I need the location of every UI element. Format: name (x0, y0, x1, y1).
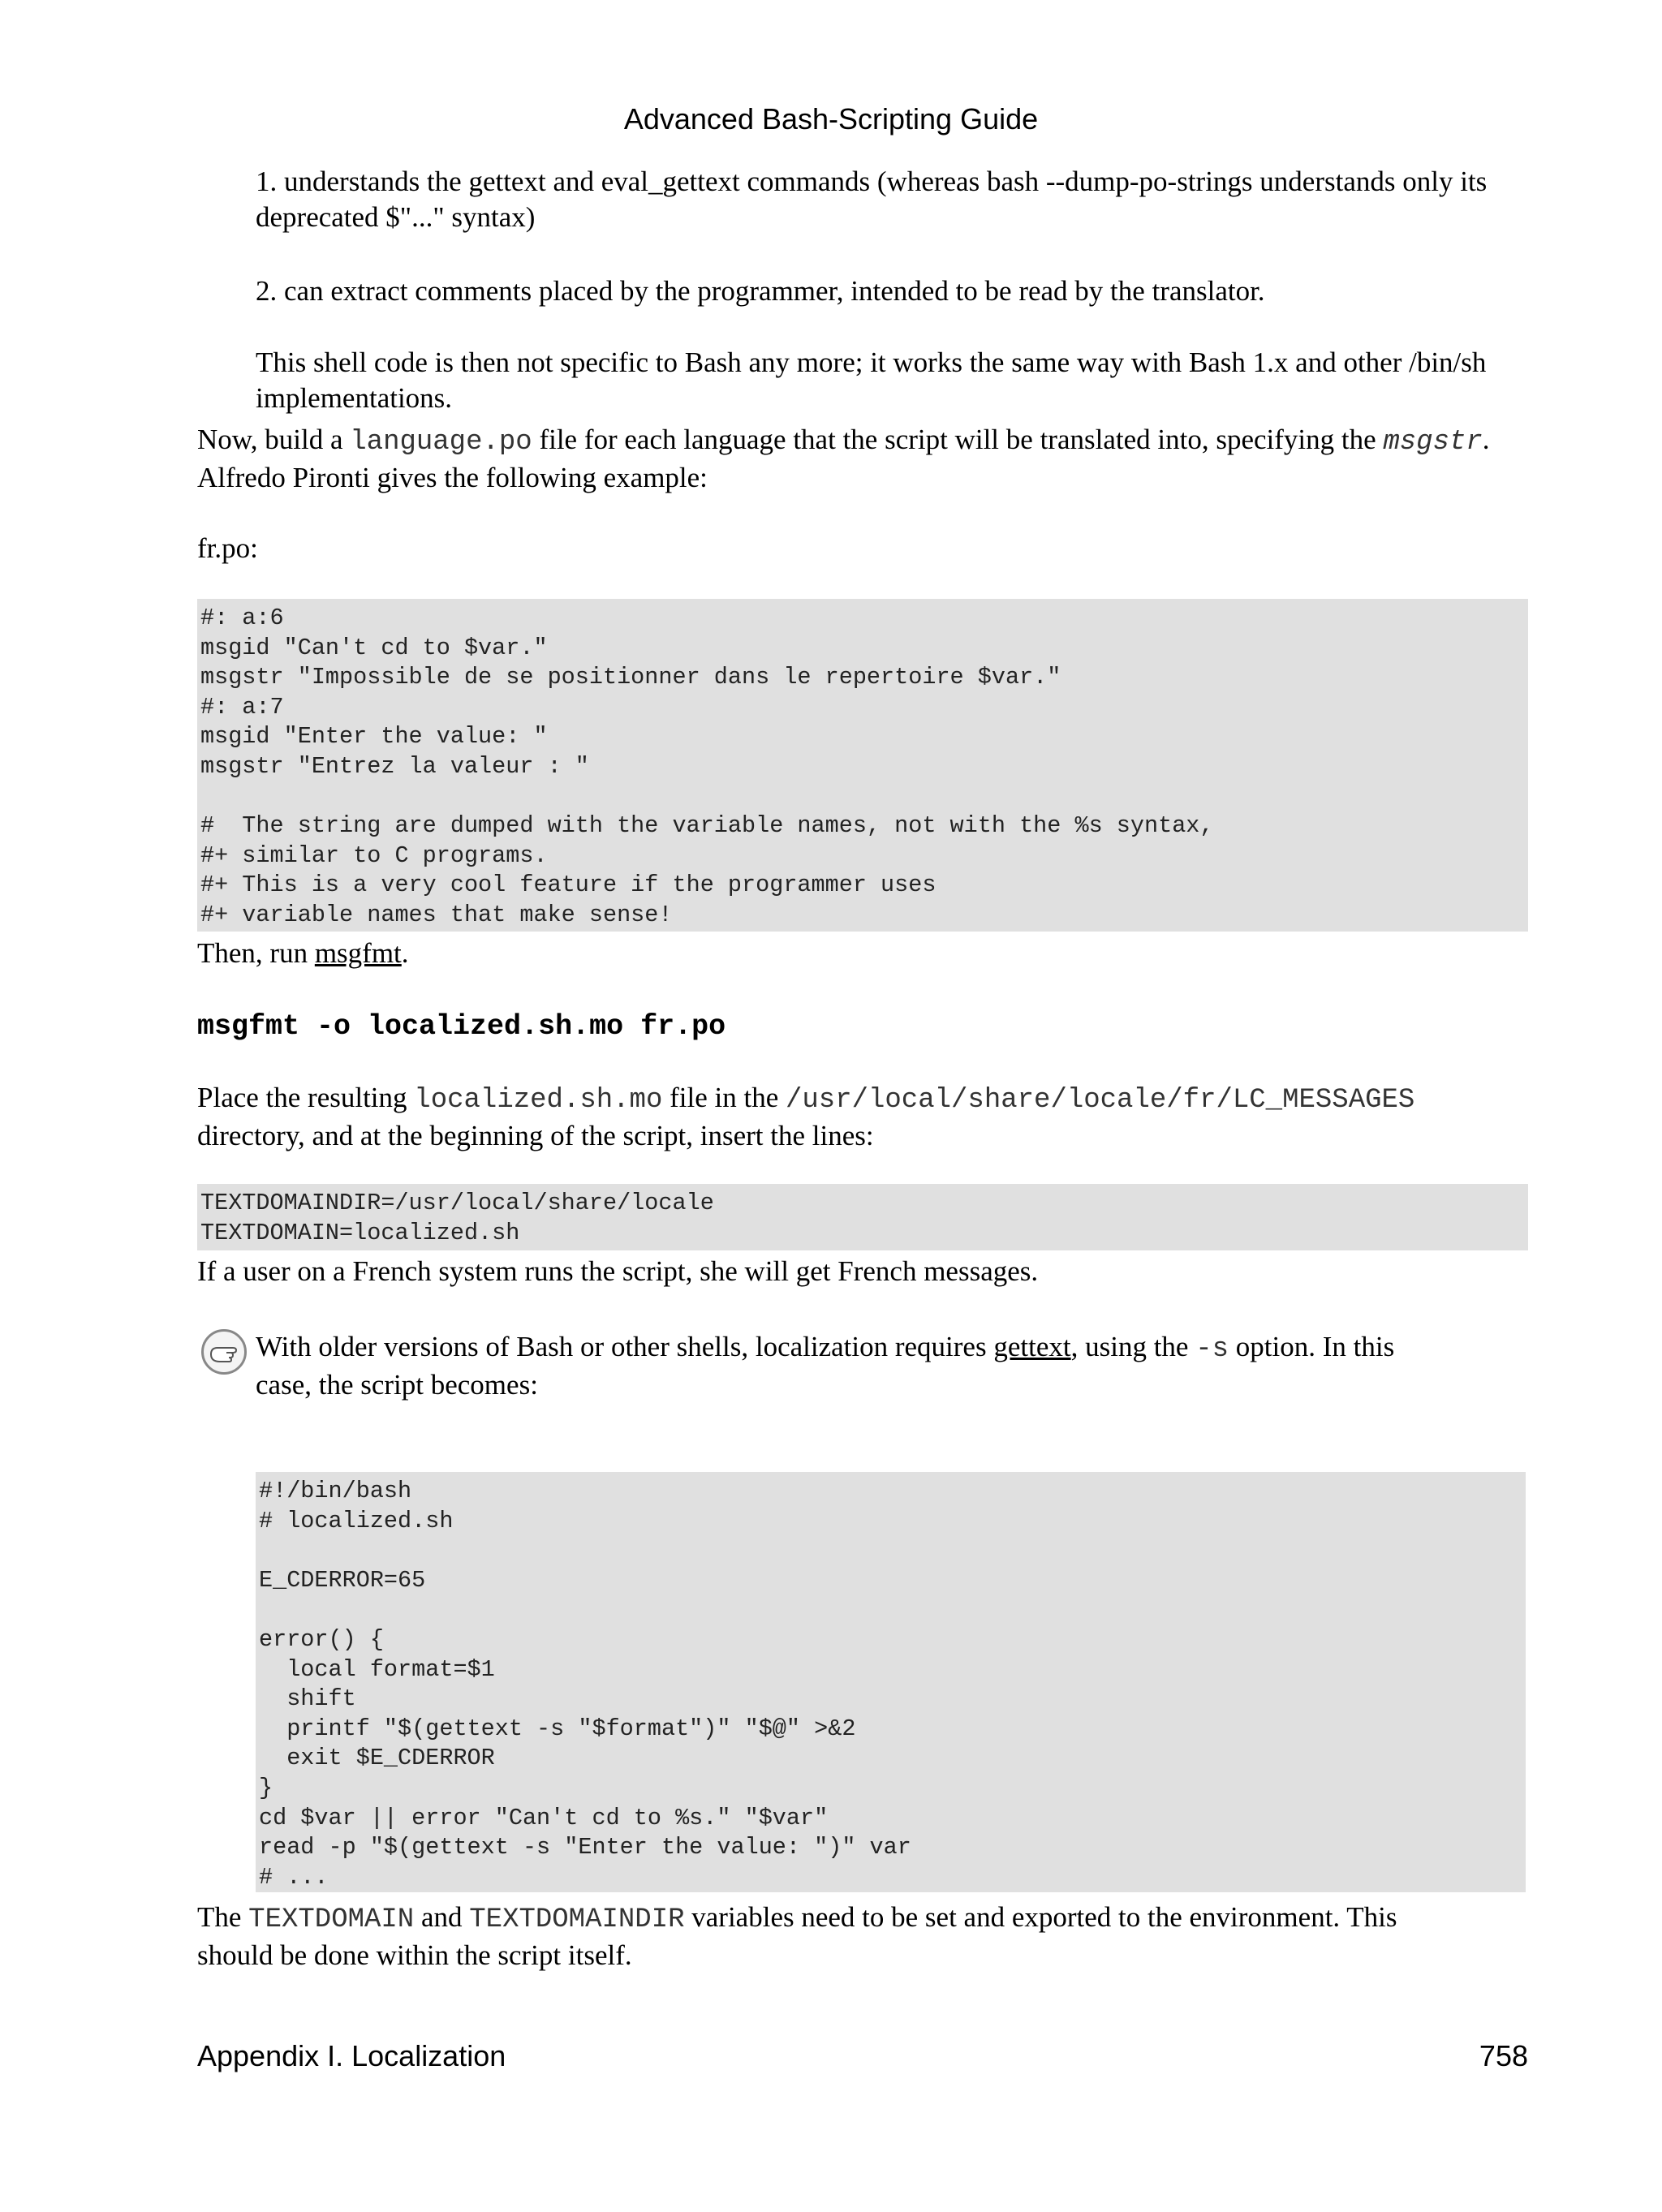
code-line: read -p "$(gettext -s "Enter the value: ")" var (259, 1834, 911, 1861)
command-line: msgfmt -o localized.sh.mo fr.po (197, 1010, 726, 1043)
code-line (200, 782, 1528, 812)
code-line: #: a:7 (200, 693, 284, 721)
code-line: msgid "Can't cd to $var." (200, 634, 548, 661)
list-item-1: 1. understands the gettext and eval_gettext commands (whereas bash --dump-po-strings understands only its deprecated $"..." syntax) (256, 166, 1488, 233)
code-line: msgstr "Impossible de se positionner dans le repertoire $var." (200, 664, 1061, 691)
text: directory, and at the beginning of the script, insert the lines: (197, 1120, 874, 1151)
code-block-textdomain (197, 1184, 1528, 1250)
text: Now, build a (197, 424, 351, 455)
paragraph-build (197, 422, 1544, 496)
code-line: local format=$1 (259, 1655, 495, 1683)
code-line: #: a:6 (200, 605, 284, 631)
code-line: E_CDERROR=65 (259, 1566, 426, 1594)
text: and (414, 1901, 470, 1933)
code-line: msgid "Enter the value: " (200, 723, 548, 751)
text: , using the (1070, 1331, 1196, 1362)
code-line: # The string are dumped with the variable names, not with the %s syntax, (200, 812, 1214, 840)
code-line: #+ variable names that make sense! (200, 901, 673, 928)
code-line (259, 1595, 1526, 1625)
text: . Alfredo Pironti gives the following example: (197, 424, 1490, 493)
inline-code-language-po: language.po (350, 427, 532, 458)
code-line: msgstr "Entrez la valeur : " (200, 752, 589, 780)
gettext-link[interactable]: gettext (993, 1331, 1071, 1362)
code-line: cd $var || error "Can't cd to %s." "$var" (259, 1804, 829, 1831)
paragraph-place (197, 1080, 1561, 1154)
code-block-fr-po (197, 599, 1528, 932)
paragraph-vars (197, 1900, 1561, 1973)
code-line: #+ This is a very cool feature if the programmer uses (200, 871, 936, 899)
inline-code-textdomaindir: TEXTDOMAINDIR (469, 1904, 685, 1935)
text: Place the resulting (197, 1082, 415, 1113)
page-number: 758 (1479, 2039, 1528, 2072)
inline-code-textdomain: TEXTDOMAIN (248, 1904, 415, 1935)
list-closing: This shell code is then not specific to Bash any more; it works the same way with Bash 1.x and other /bin/sh implementations. (256, 346, 1487, 414)
paragraph-run (197, 936, 409, 971)
text: case, the script becomes: (256, 1369, 538, 1401)
code-line: exit $E_CDERROR (259, 1745, 495, 1772)
text: file for each language that the script will be translated into, specifying the (532, 424, 1384, 455)
inline-code-locale-path: /usr/local/share/locale/fr/LC_MESSAGES (785, 1085, 1415, 1116)
code-line: error() { (259, 1625, 384, 1653)
text: . (401, 937, 409, 969)
inline-code-s-option: -s (1195, 1334, 1229, 1365)
text: Then, run (197, 937, 315, 969)
code-line: #!/bin/bash (259, 1478, 412, 1504)
paragraph-french: If a user on a French system runs the script, she will get French messages. (197, 1255, 1039, 1287)
inline-code-mo-file: localized.sh.mo (414, 1085, 663, 1116)
inline-code-msgstr: msgstr (1383, 427, 1483, 458)
code-block-localized-script (256, 1472, 1526, 1892)
list-item-2: 2. can extract comments placed by the programmer, intended to be read by the translator. (256, 275, 1265, 307)
fr-po-label: fr.po: (197, 532, 258, 564)
text: option. In this (1229, 1331, 1395, 1362)
running-header: Advanced Bash-Scripting Guide (623, 102, 1039, 136)
text: should be done within the script itself. (197, 1939, 632, 1971)
code-line: printf "$(gettext -s "$format")" "$@" >&2 (259, 1715, 856, 1742)
pointing-hand-icon (201, 1329, 247, 1375)
note-text (256, 1329, 1546, 1403)
code-line (259, 1536, 1526, 1566)
text: file in the (662, 1082, 786, 1113)
code-line: TEXTDOMAIN=localized.sh (200, 1219, 520, 1246)
code-line: TEXTDOMAINDIR=/usr/local/share/locale (200, 1190, 714, 1216)
text: With older versions of Bash or other shells, localization requires (256, 1331, 994, 1362)
text: variables need to be set and exported to the environment. This (684, 1901, 1397, 1933)
code-line: #+ similar to C programs. (200, 841, 548, 869)
pointing-hand-icon-glyph (204, 1332, 244, 1372)
msgfmt-link[interactable]: msgfmt (314, 937, 402, 969)
code-line: shift (259, 1685, 356, 1713)
footer-chapter: Appendix I. Localization (197, 2039, 506, 2072)
code-line: } (259, 1774, 273, 1801)
code-line: # localized.sh (259, 1507, 454, 1534)
text: The (197, 1901, 249, 1933)
code-line: # ... (259, 1863, 329, 1891)
